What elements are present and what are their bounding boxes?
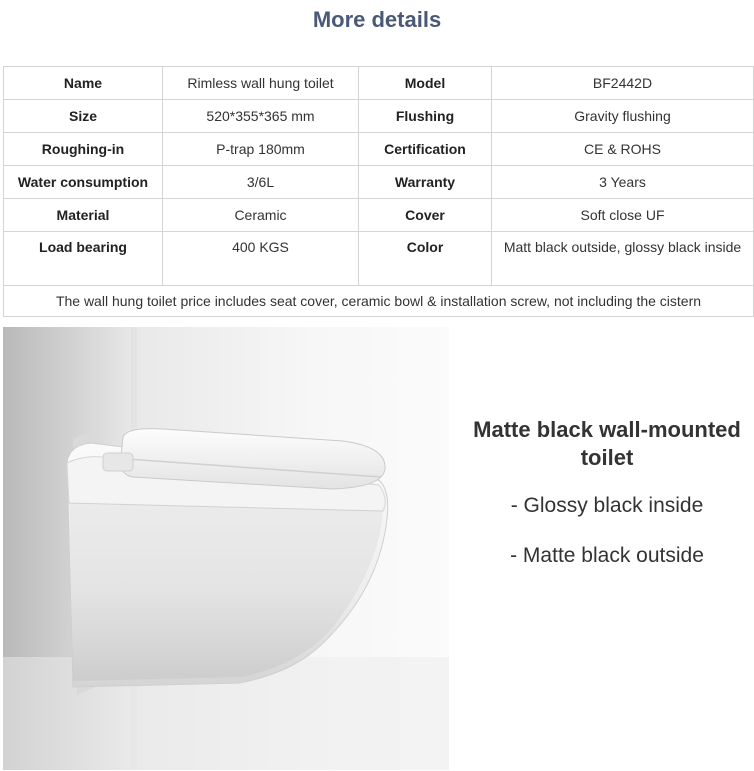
- wall-hung-toilet-image: [3, 327, 449, 770]
- spec-key: Size: [4, 100, 163, 133]
- table-row: [4, 199, 754, 232]
- spec-key: Warranty: [359, 166, 492, 199]
- spec-value: Gravity flushing: [492, 100, 754, 133]
- spec-value: Ceramic: [163, 199, 359, 232]
- table-row: [4, 232, 754, 286]
- spec-note: The wall hung toilet price includes seat cover, ceramic bowl & installation screw, not including the cistern: [4, 286, 754, 317]
- spec-key: Color: [359, 232, 492, 286]
- spec-value: 520*355*365 mm: [163, 100, 359, 133]
- feature-bullet: - Matte black outside: [510, 544, 704, 567]
- spec-key: Material: [4, 199, 163, 232]
- table-row: [4, 286, 754, 317]
- spec-key: Roughing-in: [4, 133, 163, 166]
- table-row: [4, 166, 754, 199]
- spec-key: Model: [359, 67, 492, 100]
- spec-key: Flushing: [359, 100, 492, 133]
- spec-key: Cover: [359, 199, 492, 232]
- feature-bullet: - Glossy black inside: [510, 494, 704, 517]
- spec-key: Name: [4, 67, 163, 100]
- spec-value: P-trap 180mm: [163, 133, 359, 166]
- spec-value: BF2442D: [492, 67, 754, 100]
- spec-value: Matt black outside, glossy black inside: [492, 232, 754, 286]
- page-title: More details: [312, 7, 442, 32]
- spec-key: Certification: [359, 133, 492, 166]
- spec-value: 3/6L: [163, 166, 359, 199]
- spec-key: Water consumption: [4, 166, 163, 199]
- spec-key: Load bearing: [4, 232, 163, 286]
- feature-heading: Matte black wall-mounted toilet: [473, 417, 741, 470]
- spec-value: Soft close UF: [492, 199, 754, 232]
- table-row: [4, 67, 754, 100]
- feature-panel: [462, 416, 752, 568]
- spec-value: 3 Years: [492, 166, 754, 199]
- spec-value: Rimless wall hung toilet: [163, 67, 359, 100]
- table-row: [4, 133, 754, 166]
- spec-value: CE & ROHS: [492, 133, 754, 166]
- spec-value: 400 KGS: [163, 232, 359, 286]
- spec-table: [3, 66, 754, 317]
- product-photo: [3, 327, 449, 770]
- table-row: [4, 100, 754, 133]
